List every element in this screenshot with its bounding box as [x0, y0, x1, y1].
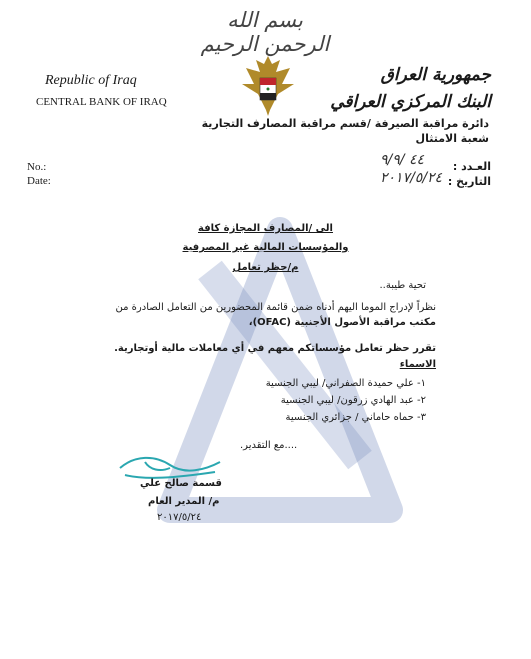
subject-line: م/حظر تعامل [232, 262, 299, 273]
country-name-ar: جمهورية العراق [380, 65, 491, 85]
number-label-en: No.: [27, 161, 47, 173]
signatory-name: قسمة صالح علي [140, 478, 222, 489]
body-paragraph-3: تقرر حظر تعامل مؤسساتكم معهم في أي معاملات مالية أوتجارية. [114, 343, 436, 354]
date-label-en: Date: [27, 175, 51, 187]
body-paragraph-1: نظراً لإدراج الموما اليهم أدناه ضمن قائمة المحضورين من التعامل الصادرة من [115, 302, 436, 313]
country-name-en: Republic of Iraq [45, 73, 137, 88]
section-name: شعبة الامتثال [415, 132, 489, 145]
bank-name-ar: البنك المركزي العراقي [330, 92, 491, 112]
number-label-ar: العـدد : [452, 160, 491, 173]
handwritten-number: ٤٤ /٩/٩ [380, 152, 424, 168]
body-paragraph-2: مكتب مراقبة الأصول الأجنبية (OFAC)، [248, 317, 436, 328]
list-item: ٣- حماه حاماني / جزائري الجنسية [285, 412, 426, 423]
department-name: دائرة مراقبة الصيرفة /قسم مراقبة المصارف التجارية [201, 117, 489, 130]
bank-name-en: CENTRAL BANK OF IRAQ [36, 96, 167, 108]
iraq-eagle-emblem [240, 50, 296, 120]
watermark-logo [150, 210, 410, 540]
date-label-ar: التاريخ : [447, 175, 491, 188]
names-heading: الاسماء [399, 359, 436, 370]
recipient-line-2: والمؤسسات المالية غير المصرفية [182, 242, 349, 253]
closing-regards: ....مع التقدير. [240, 440, 298, 451]
list-item: ١- علي حميدة الصفراني/ ليبي الجنسية [265, 378, 426, 389]
recipient-line-1: الى /المصارف المجازة كافة [198, 223, 333, 234]
list-item: ٢- عبد الهادي زرقون/ ليبي الجنسية [280, 395, 426, 406]
basmala-calligraphy: بسم الله الرحمن الرحيم [200, 8, 330, 56]
handwritten-date: ٢٠١٧/٥/٢٤ [380, 170, 443, 186]
signatory-title: م/ المدير العام [148, 496, 220, 507]
greeting: تحية طيبة.. [379, 280, 426, 291]
signature-date: ٢٠١٧/٥/٢٤ [157, 512, 202, 523]
